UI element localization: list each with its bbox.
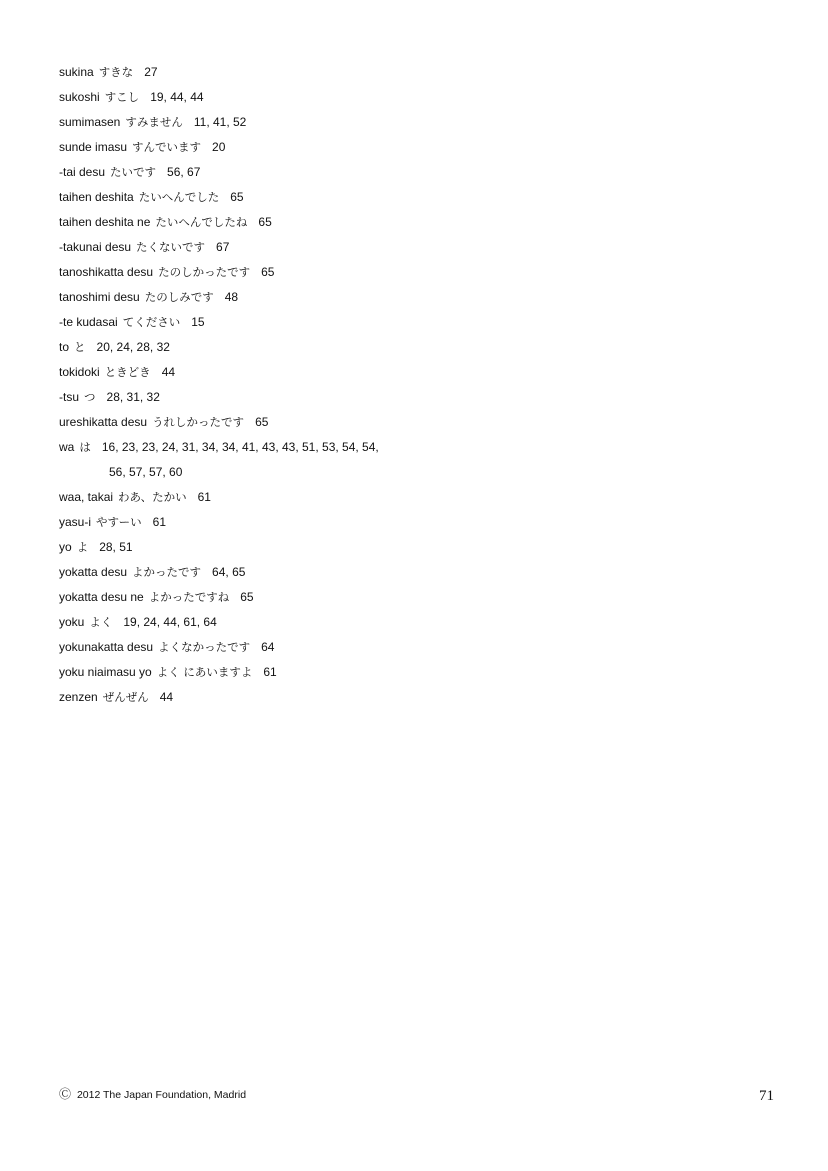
index-kana: たのしみです: [144, 290, 214, 304]
index-kana: たいへんでした: [138, 190, 220, 204]
index-pages: 19, 24, 44, 61, 64: [123, 615, 217, 629]
index-term: yo: [59, 540, 72, 554]
index-kana: たくないです: [136, 240, 206, 254]
index-entry: [59, 311, 759, 336]
index-kana: たいへんでしたね: [155, 215, 248, 229]
index-pages: 20, 24, 28, 32: [96, 340, 170, 354]
index-term: tokidoki: [59, 365, 100, 379]
index-kana: と: [74, 340, 86, 354]
index-entry: [59, 386, 759, 411]
index-kana: よかったですね: [148, 590, 230, 604]
index-pages: 61: [263, 665, 277, 679]
index-kana: たのしかったです: [158, 265, 251, 279]
copyright-icon: Ⓒ: [59, 1087, 72, 1101]
index-entry: [59, 611, 759, 636]
index-kana: わあ、たかい: [118, 490, 187, 504]
index-term: tanoshikatta desu: [59, 265, 154, 279]
index-pages: 19, 44, 44: [150, 90, 204, 104]
index-entry: [59, 186, 759, 211]
index-entry: [59, 261, 759, 286]
index-entry: [59, 111, 759, 136]
index-pages: 27: [144, 65, 158, 79]
index-pages: 20: [212, 140, 226, 154]
index-pages: 64, 65: [212, 565, 246, 579]
index-pages: 44: [161, 365, 176, 379]
index-pages: 28, 31, 32: [106, 390, 160, 404]
index-term: ureshikatta desu: [59, 415, 148, 429]
index-kana: やすーい: [96, 515, 142, 529]
index-term: to: [59, 340, 70, 354]
index-term: zenzen: [59, 690, 98, 704]
index-term: -takunai desu: [59, 240, 132, 254]
index-term: waa, takai: [59, 490, 114, 504]
page-number: 71: [759, 1088, 774, 1104]
index-pages: 61: [152, 515, 167, 529]
index-entry: [59, 511, 759, 536]
index-kana: よかったです: [132, 565, 202, 579]
index-pages: 65: [255, 415, 269, 429]
index-term: -te kudasai: [59, 315, 118, 329]
index-entry: [59, 211, 759, 236]
index-pages: 15: [191, 315, 205, 329]
index-pages: 65: [261, 265, 275, 279]
index-entry: [59, 586, 759, 611]
index-entry: [59, 636, 759, 661]
index-entry: [59, 536, 759, 561]
index-kana: よく にあいますよ: [156, 665, 253, 679]
index-pages: 65: [230, 190, 244, 204]
index-kana: すんでいます: [132, 140, 202, 154]
index-term: yoku niaimasu yo: [59, 665, 152, 679]
index-term: -tai desu: [59, 165, 106, 179]
index-pages: 67: [216, 240, 230, 254]
index-kana: よくなかったです: [158, 640, 251, 654]
index-term: yokatta desu ne: [59, 590, 144, 604]
index-kana: ぜんぜん: [102, 690, 149, 704]
index-kana: すみません: [125, 115, 183, 129]
index-kana: うれしかったです: [152, 415, 245, 429]
index-pages: 65: [240, 590, 254, 604]
index-term: sumimasen: [59, 115, 121, 129]
index-entry: [59, 561, 759, 586]
index-term: sukina: [59, 65, 94, 79]
index-entry: [59, 486, 759, 511]
index-pages: 16, 23, 23, 24, 31, 34, 34, 41, 43, 43, 51, 53, 54, 54,: [101, 440, 379, 454]
index-term: wa: [59, 440, 75, 454]
index-kana: つ: [84, 390, 96, 404]
index-entry: [59, 61, 759, 86]
index-term: -tsu: [59, 390, 80, 404]
index-kana: すきな: [98, 65, 134, 79]
index-pages: 48: [224, 290, 239, 304]
index-term: yoku: [59, 615, 85, 629]
index-kana: よく: [89, 615, 113, 629]
index-entry: [59, 661, 759, 686]
index-pages: 61: [197, 490, 211, 504]
index-list: [59, 61, 759, 711]
index-term: yokunakatta desu: [59, 640, 154, 654]
index-kana: よ: [76, 540, 89, 554]
index-entry: [59, 361, 759, 386]
index-term: yokatta desu: [59, 565, 128, 579]
index-term: yasu-i: [59, 515, 92, 529]
index-entry: [59, 236, 759, 261]
copyright-text: 2012 The Japan Foundation, Madrid: [76, 1089, 247, 1101]
index-pages: 44: [159, 690, 174, 704]
index-kana: たいです: [110, 165, 157, 179]
index-term: tanoshimi desu: [59, 290, 140, 304]
index-pages: 28, 51: [99, 540, 133, 554]
index-term: taihen deshita: [59, 190, 134, 204]
index-term: sunde imasu: [59, 140, 128, 154]
index-pages: 65: [258, 215, 272, 229]
index-entry: [59, 136, 759, 161]
index-entry: [59, 286, 759, 311]
index-kana: すこし: [104, 90, 140, 104]
index-entry: [59, 336, 759, 361]
index-pages: 56, 67: [167, 165, 201, 179]
index-entry: [59, 436, 759, 461]
index-kana: は: [79, 440, 91, 454]
index-kana: ときどき: [104, 365, 151, 379]
index-term: taihen deshita ne: [59, 215, 151, 229]
index-entry: [59, 686, 759, 711]
index-term: sukoshi: [59, 90, 100, 104]
index-pages: 64: [261, 640, 275, 654]
index-entry: [59, 411, 759, 436]
index-entry: [59, 86, 759, 111]
copyright-notice: [59, 1087, 246, 1102]
index-pages-continuation: 56, 57, 57, 60: [109, 465, 183, 479]
index-entry: [59, 161, 759, 186]
index-pages: 11, 41, 52: [193, 115, 247, 129]
index-kana: てください: [122, 315, 181, 329]
